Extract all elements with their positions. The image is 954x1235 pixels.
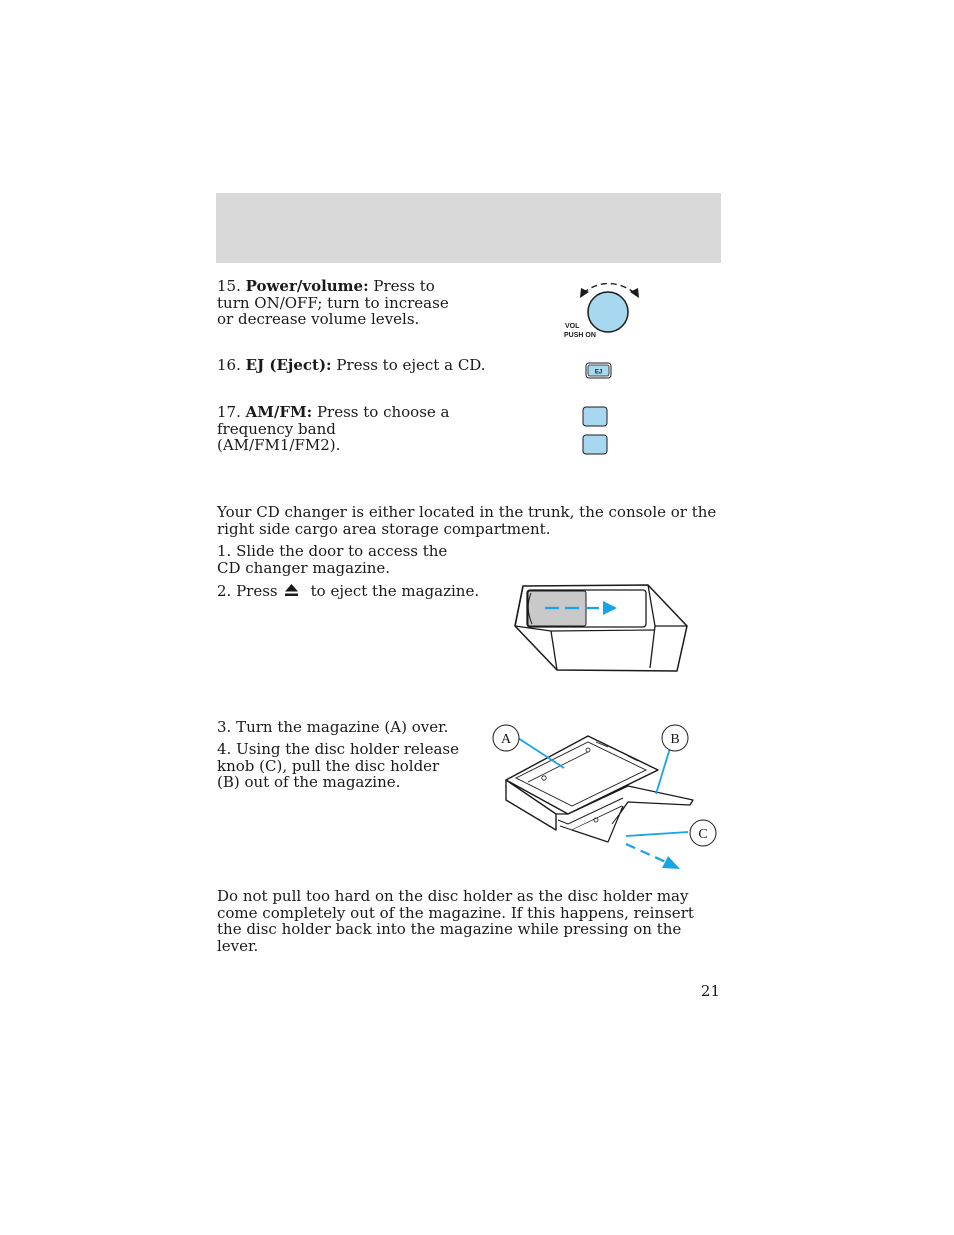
knob-label-push-on: PUSH ON: [564, 332, 596, 339]
item-17-am-fm: [217, 404, 457, 454]
item-label: Power/volume:: [245, 277, 369, 295]
item-number: 15.: [217, 277, 241, 295]
item-label: AM/FM:: [245, 403, 313, 421]
item-description: Press to turn ON/OFF; turn to increase or decrease volume levels.: [217, 277, 449, 328]
arrow-right-icon: [630, 288, 639, 298]
page-number: 21: [700, 982, 720, 1000]
eject-button-illustration: [585, 362, 613, 380]
cd-changer-intro: Your CD changer is either located in the trunk, the console or the right side cargo area storage compartment.: [217, 503, 717, 538]
eject-button-label: EJ: [594, 369, 603, 376]
callout-a-label: A: [500, 732, 512, 747]
item-description: Press to choose a frequency band (AM/FM1/FM2).: [217, 403, 450, 454]
band-button-lower-icon: [583, 435, 607, 454]
callout-b-leader: [656, 748, 670, 794]
item-15-power-volume: [217, 278, 467, 328]
step-3: 3. Turn the magazine (A) over.: [217, 718, 449, 736]
pull-arrow-icon: [662, 856, 680, 869]
callout-b-label: B: [670, 732, 680, 747]
disc-holder-illustration: [488, 720, 722, 878]
knob-label-vol: VOL: [565, 323, 580, 330]
band-button-upper-icon: [583, 407, 607, 426]
callout-c-leader: [626, 832, 688, 836]
caution-paragraph: Do not pull too hard on the disc holder as the disc holder may come completely out of the magazine. If this happens, reinsert the disc holder back into the magazine while pressing on the lever.: [217, 887, 694, 955]
pull-direction-line: [626, 844, 668, 863]
item-number: 17.: [217, 403, 241, 421]
section-header-bar: [216, 193, 721, 263]
volume-knob-illustration: [555, 276, 650, 344]
volume-knob-icon: [588, 292, 628, 332]
eject-symbol-icon: [284, 583, 299, 597]
callout-c-label: C: [698, 827, 708, 842]
item-description: Press to eject a CD.: [336, 356, 486, 374]
step-1: 1. Slide the door to access the CD changer magazine.: [217, 542, 448, 577]
item-16-eject: [217, 357, 517, 374]
am-fm-buttons-illustration: [581, 405, 611, 458]
item-number: 16.: [217, 356, 241, 374]
step-4: 4. Using the disc holder release knob (C), pull the disc holder (B) out of the magazine.: [217, 740, 459, 791]
step-2: 2. Press to eject the magazine.: [217, 582, 480, 600]
item-label: EJ (Eject):: [245, 356, 332, 374]
cd-changer-eject-illustration: [505, 578, 697, 678]
